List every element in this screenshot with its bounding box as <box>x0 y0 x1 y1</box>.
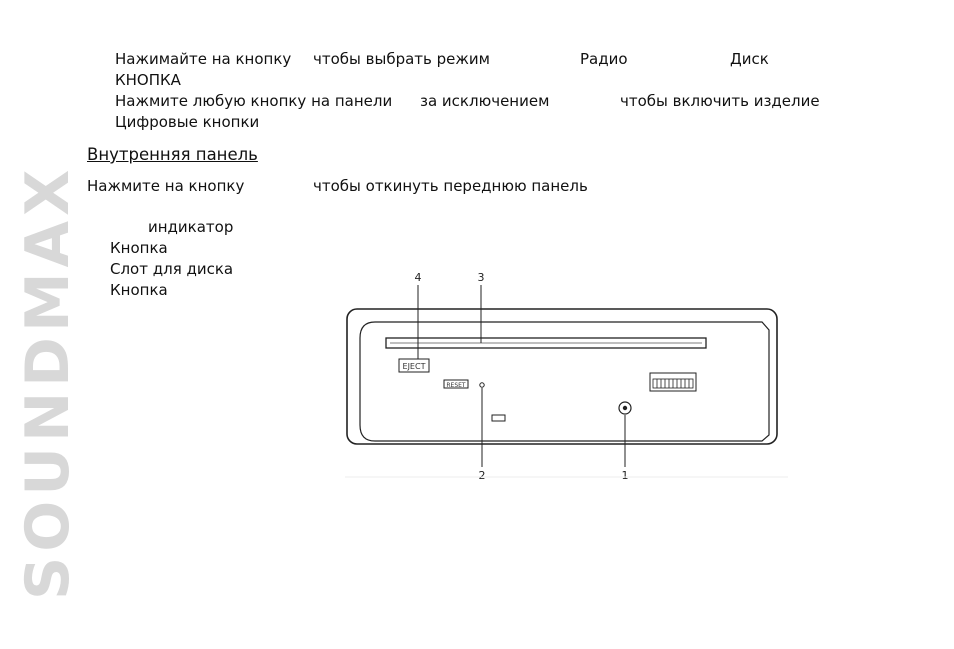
knob-inner <box>623 406 627 410</box>
button-caps-label: КНОПКА <box>115 71 181 89</box>
inner-panel-heading: Внутренняя панель <box>87 145 258 164</box>
mode-radio: Радио <box>580 50 628 68</box>
power-line-part1: Нажмите любую кнопку на панели <box>115 92 393 110</box>
inner-panel-diagram <box>330 265 800 485</box>
fold-line-part2: чтобы откинуть переднюю панель <box>313 177 588 195</box>
power-line-part2: за исключением <box>420 92 550 110</box>
callout-2: 2 <box>478 469 486 482</box>
legend-item-button-1: Кнопка <box>110 239 168 257</box>
mode-line-part1: Нажимайте на кнопку <box>115 50 292 68</box>
callout-1: 1 <box>621 469 629 482</box>
panel-bezel <box>360 322 769 441</box>
fold-line-part1: Нажмите на кнопку <box>87 177 245 195</box>
mode-line-part2: чтобы выбрать режим <box>313 50 490 68</box>
legend-item-button-2: Кнопка <box>110 281 168 299</box>
brand-watermark: SOUNDMAX <box>13 164 83 600</box>
reset-label: RESET <box>446 382 466 389</box>
reset-hole <box>480 383 484 387</box>
power-line-part3: чтобы включить изделие <box>620 92 820 110</box>
eject-label: EJECT <box>402 362 426 371</box>
digit-buttons-label: Цифровые кнопки <box>115 113 260 131</box>
callout-3: 3 <box>477 271 485 284</box>
indicator-slot <box>492 415 505 421</box>
legend-item-disc-slot: Слот для диска <box>110 260 234 278</box>
callout-4: 4 <box>414 271 422 284</box>
mode-disc: Диск <box>730 50 769 68</box>
connector-block <box>650 373 696 391</box>
legend-item-indicator: индикатор <box>148 218 234 236</box>
panel-outline <box>347 309 777 444</box>
